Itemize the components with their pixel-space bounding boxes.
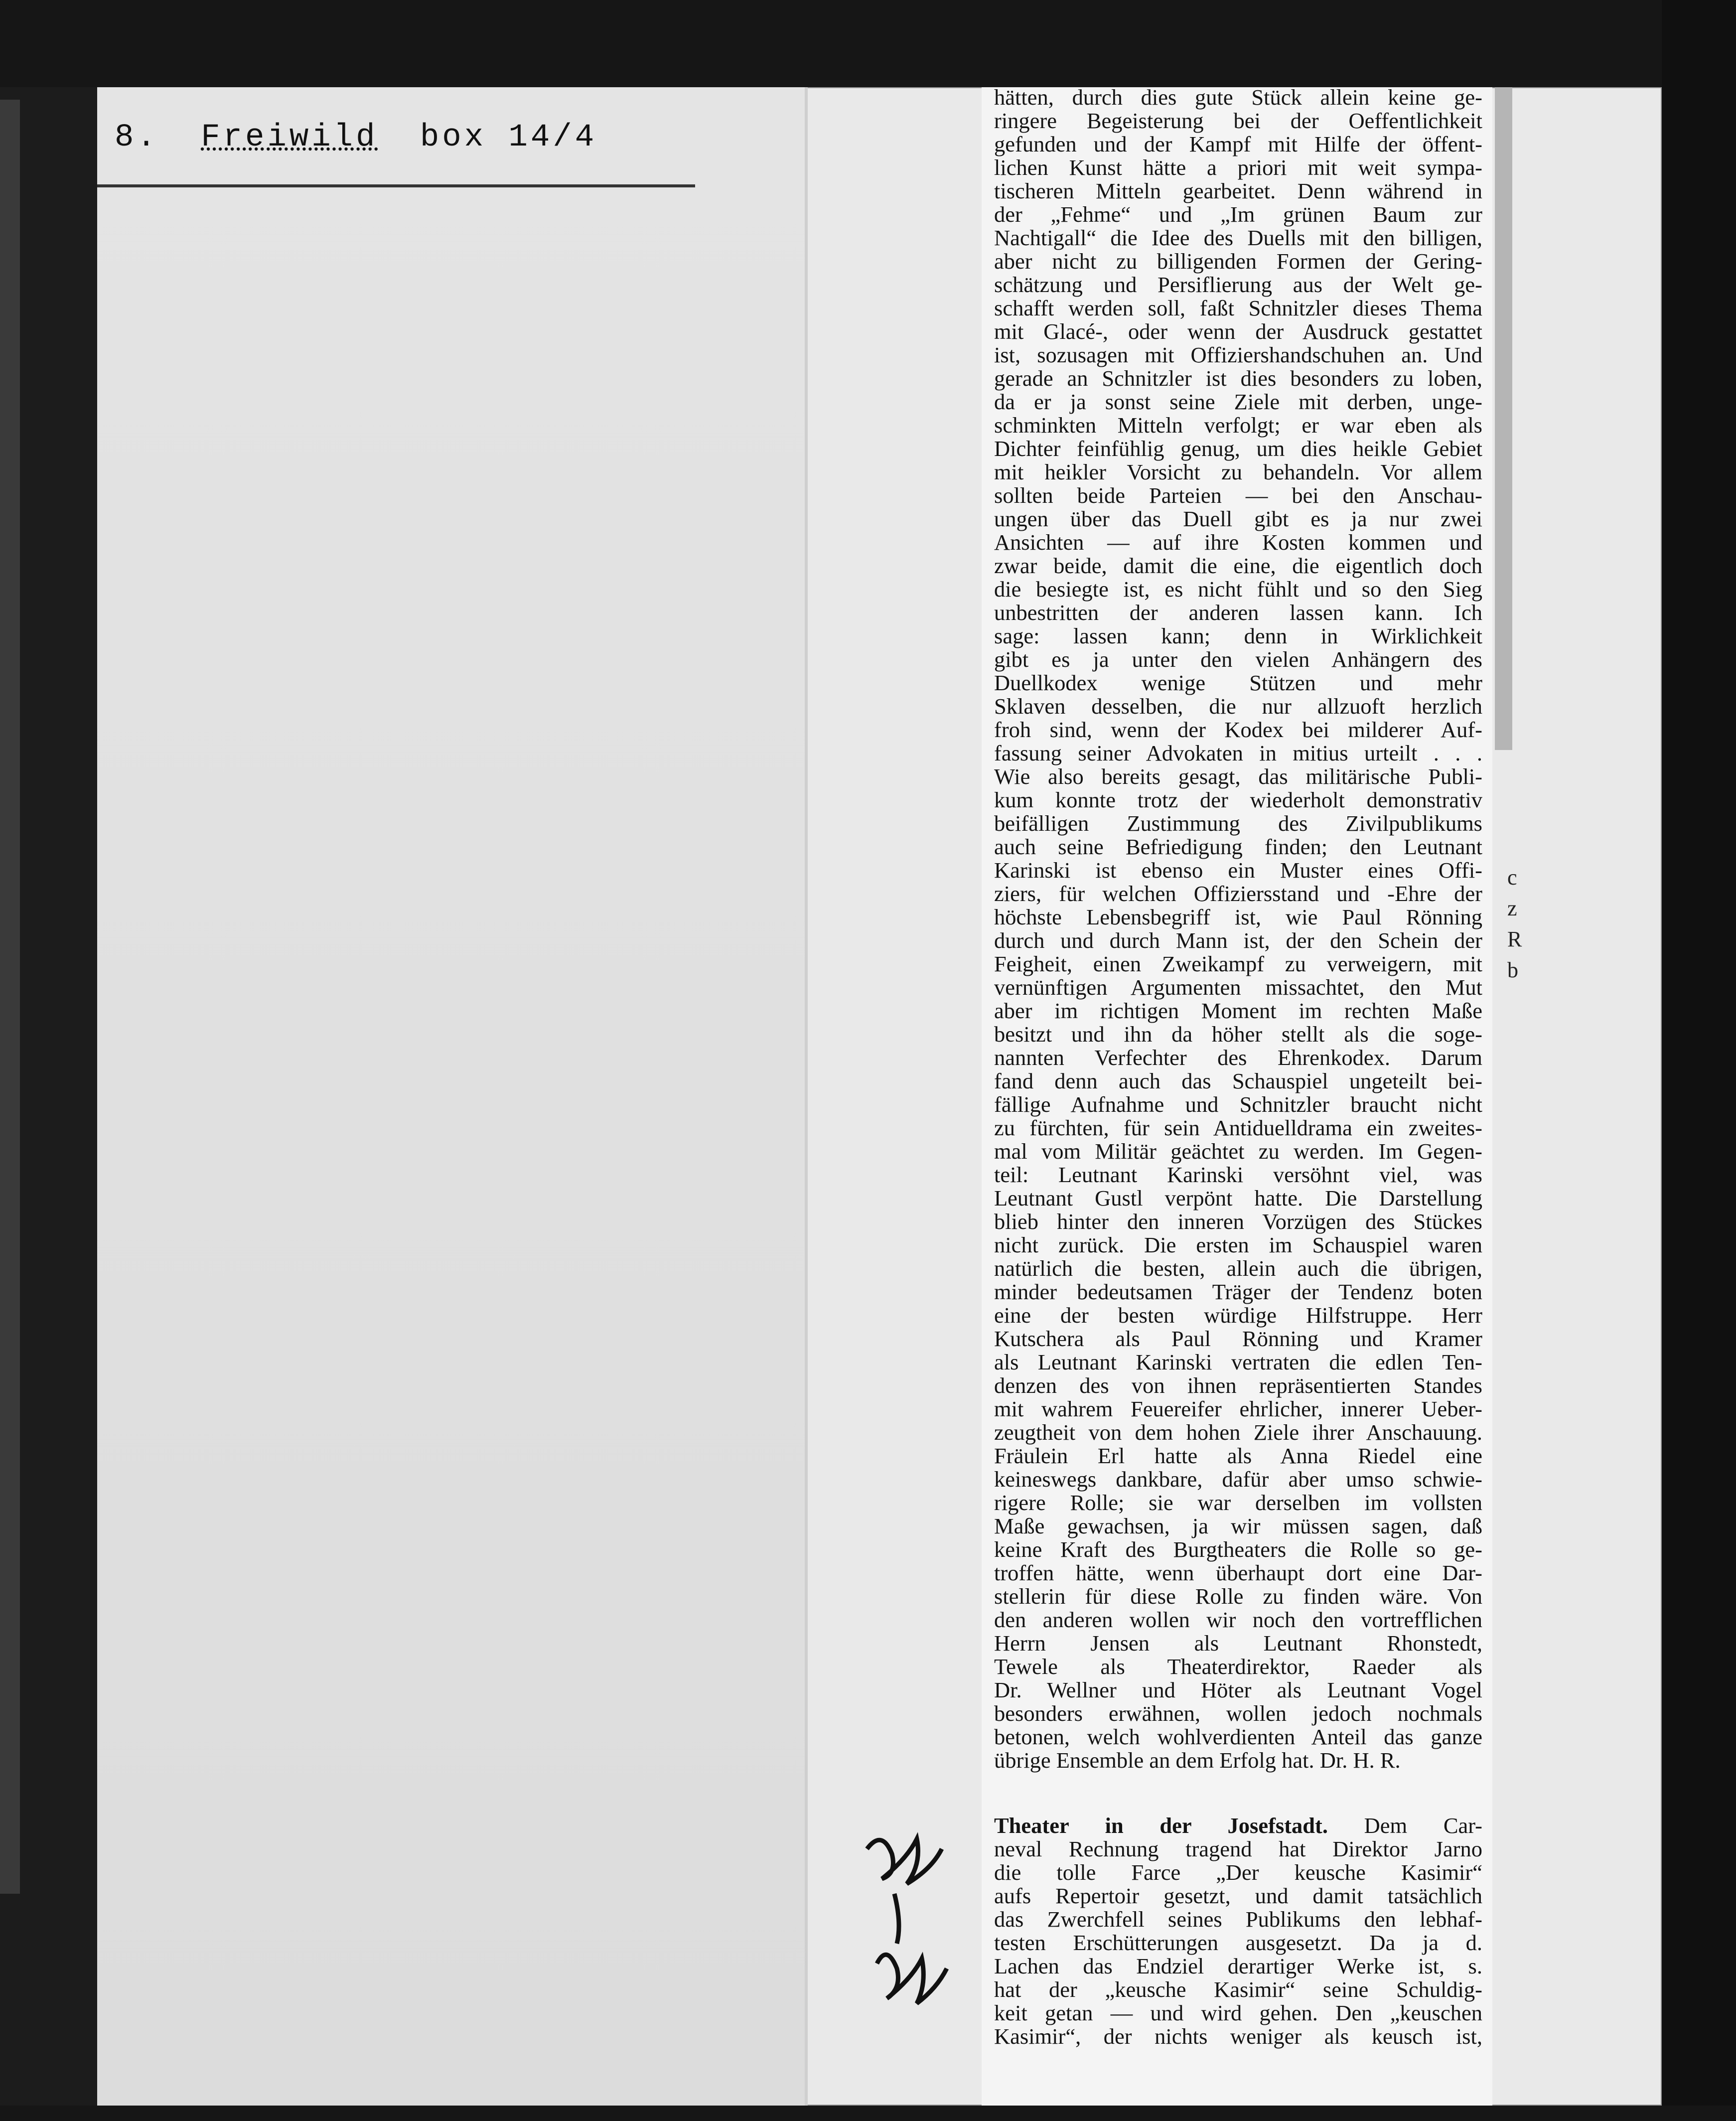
- article-line: Duellkodex wenige Stützen und mehr: [994, 670, 1482, 695]
- folder-cover: [97, 87, 805, 2106]
- article-line: übrige Ensemble an dem Erfolg hat. Dr. H. R.: [994, 1748, 1401, 1773]
- article-line: gibt es ja unter den vielen Anhängern des: [994, 647, 1482, 672]
- article-line: die besiegte ist, es nicht fühlt und so den Sieg: [994, 577, 1482, 602]
- box-number: box 14/4: [420, 120, 597, 155]
- article-line: unbestritten der anderen lassen kann. Ich: [994, 600, 1482, 625]
- article-line: zu fürchten, für sein Antiduelldrama ein zweites-: [994, 1115, 1482, 1140]
- fragment-letter: c: [1507, 865, 1517, 890]
- article-line: ringere Begeisterung bei der Oeffentlichkeit: [994, 108, 1482, 133]
- article-line: höchste Lebensbegriff ist, wie Paul Rönning: [994, 905, 1482, 929]
- article-line: Karinski ist ebenso ein Muster eines Offi-: [994, 858, 1482, 883]
- article-line: aber im richtigen Moment im rechten Maße: [994, 998, 1482, 1023]
- article-line: Ansichten — auf ihre Kosten kommen und: [994, 530, 1482, 555]
- article-line: mit wahrem Feuereifer ehrlicher, innerer Ueber-: [994, 1396, 1482, 1421]
- play-title: Freiwild: [201, 120, 378, 155]
- article-line: Lachen das Endziel derartiger Werke ist, s.: [994, 1954, 1482, 1978]
- article-line: Wie also bereits gesagt, das militärische Publi-: [994, 764, 1482, 789]
- article-line: Maße gewachsen, ja wir müssen sagen, daß: [994, 1514, 1482, 1538]
- article-line: zeugtheit von dem hohen Ziele ihrer Anschauung.: [994, 1420, 1482, 1445]
- article-line: Sklaven desselben, die nur allzuoft herzlich: [994, 694, 1482, 719]
- article-line: minder bedeutsamen Träger der Tendenz boten: [994, 1279, 1482, 1304]
- article-line: zwar beide, damit die eine, die eigentlich doch: [994, 553, 1482, 578]
- second-article: [994, 1813, 1483, 2049]
- article-heading: Theater in der Josefstadt.: [994, 1813, 1328, 1838]
- scan-border-right: [1662, 0, 1736, 2121]
- article-line: ungen über das Duell gibt es ja nur zwei: [994, 506, 1482, 531]
- article-line: Fräulein Erl hatte als Anna Riedel eine: [994, 1443, 1482, 1468]
- article-line: sollten beide Parteien — bei den Anschau-: [994, 483, 1482, 508]
- article-line: aber nicht zu billigenden Formen der Gering-: [994, 249, 1482, 274]
- article-line: fassung seiner Advokaten in mitius urteilt . . .: [994, 741, 1482, 765]
- article-line: hätten, durch dies gute Stück allein keine ge-: [994, 85, 1482, 110]
- article-line: durch und durch Mann ist, der den Schein der: [994, 928, 1482, 953]
- article-heading-rest: Dem Car-: [1364, 1813, 1483, 1838]
- article-line: neval Rechnung tragend hat Direktor Jarno: [994, 1836, 1482, 1861]
- article-line: Tewele als Theaterdirektor, Raeder als: [994, 1654, 1482, 1679]
- article-line: aufs Repertoir gesetzt, und damit tatsächlich: [994, 1883, 1482, 1908]
- article-line: Dichter feinfühlig genug, um dies heikle Gebiet: [994, 436, 1482, 461]
- article-line: rigere Rolle; sie war derselben im vollsten: [994, 1490, 1482, 1515]
- article-line: nannten Verfechter des Ehrenkodex. Darum: [994, 1045, 1482, 1070]
- article-line: mit heikler Vorsicht zu behandeln. Vor allem: [994, 459, 1482, 484]
- article-line: kum konnte trotz der wiederholt demonstrativ: [994, 787, 1482, 812]
- article-line: vernünftigen Argumenten missachtet, den Mut: [994, 975, 1482, 1000]
- article-line: lichen Kunst hätte a priori mit weit sympa-: [994, 155, 1482, 180]
- article-line: Leutnant Gustl verpönt hatte. Die Darstellung: [994, 1186, 1482, 1211]
- article-line: ziers, für welchen Offiziersstand und -Ehre der: [994, 881, 1482, 906]
- article-line: beifälligen Zustimmung des Zivilpublikums: [994, 811, 1482, 836]
- article-line: natürlich die besten, allein auch die übrigen,: [994, 1256, 1482, 1281]
- fragment-letter: R: [1507, 927, 1522, 951]
- article-line: teil: Leutnant Karinski versöhnt viel, was: [994, 1162, 1482, 1187]
- article-line: nicht zurück. Die ersten im Schauspiel waren: [994, 1232, 1482, 1257]
- fragment-letter: z: [1507, 896, 1517, 920]
- article-line: schätzung und Persiflierung aus der Welt ge-: [994, 272, 1482, 297]
- article-line: mit Glacé-, oder wenn der Ausdruck gestattet: [994, 319, 1482, 344]
- article-line: blieb hinter den inneren Vorzügen des Stückes: [994, 1209, 1482, 1234]
- folder-label: [115, 120, 617, 179]
- article-line: ist, sozusagen mit Offiziershandschuhen an. Und: [994, 342, 1482, 367]
- article-line: hat der „keusche Kasimir“ seine Schuldig-: [994, 1977, 1482, 2002]
- folder-fold: [805, 87, 808, 2106]
- label-divider: [97, 184, 695, 187]
- article-line: besitzt und ihn da höher stellt als die soge-: [994, 1022, 1482, 1047]
- handwritten-annotation: [847, 1819, 957, 2028]
- article-line: als Leutnant Karinski vertraten die edlen Ten-: [994, 1350, 1482, 1374]
- article-line: Nachtigall“ die Idee des Duells mit den billigen,: [994, 225, 1482, 250]
- article-line: gefunden und der Kampf mit Hilfe der öffent-: [994, 132, 1482, 156]
- article-line: Kutschera als Paul Rönning und Kramer: [994, 1326, 1482, 1351]
- article-line: der „Fehme“ und „Im grünen Baum zur: [994, 202, 1482, 227]
- article-line: mal vom Militär geächtet zu werden. Im Gegen-: [994, 1139, 1482, 1164]
- scan-border-bottom: [0, 2106, 1736, 2121]
- fragment-letter: b: [1507, 958, 1518, 982]
- article-line: Kasimir“, der nichts weniger als keusch ist,: [994, 2024, 1482, 2049]
- article-line: schafft werden soll, faßt Schnitzler dieses Thema: [994, 296, 1482, 320]
- article-line: Herrn Jensen als Leutnant Rhonstedt,: [994, 1631, 1482, 1656]
- article-line: tischeren Mitteln gearbeitet. Denn während in: [994, 178, 1482, 203]
- paste-strip: [1495, 87, 1512, 750]
- article-line: da er ja sonst seine Ziele mit derben, unge-: [994, 389, 1482, 414]
- article-line: troffen hätte, wenn überhaupt dort eine Dar-: [994, 1560, 1482, 1585]
- article-heading-line: [994, 1814, 1482, 1837]
- article-line: denzen des von ihnen repräsentierten Standes: [994, 1373, 1482, 1398]
- article-line: die tolle Farce „Der keusche Kasimir“: [994, 1860, 1482, 1885]
- article-line: auch seine Befriedigung finden; den Leutnant: [994, 834, 1482, 859]
- scan-border-top: [0, 0, 1736, 87]
- article-line: gerade an Schnitzler ist dies besonders zu loben,: [994, 366, 1482, 391]
- article-line: sage: lassen kann; denn in Wirklichkeit: [994, 623, 1482, 648]
- adjacent-sheet-edge: [0, 100, 20, 1894]
- article-line: eine der besten würdige Hilfstruppe. Herr: [994, 1303, 1482, 1328]
- article-line: schminkten Mitteln verfolgt; er war eben als: [994, 413, 1482, 438]
- article-line: Feigheit, einen Zweikampf zu verweigern, mit: [994, 951, 1482, 976]
- article-line: froh sind, wenn der Kodex bei milderer Auf-: [994, 717, 1482, 742]
- article-line: den anderen wollen wir noch den vortrefflichen: [994, 1607, 1482, 1632]
- article-line: fand denn auch das Schauspiel ungeteilt bei-: [994, 1068, 1482, 1093]
- article-line: keit getan — und wird gehen. Den „keuschen: [994, 2000, 1482, 2025]
- article-line: betonen, welch wohlverdienten Anteil das ganze: [994, 1724, 1482, 1749]
- article-line: stellerin für diese Rolle zu finden wäre. Von: [994, 1584, 1482, 1609]
- folder-number: 8.: [115, 120, 159, 155]
- article-line: Dr. Wellner und Höter als Leutnant Vogel: [994, 1677, 1482, 1702]
- article-line: besonders erwähnen, wollen jedoch nochmals: [994, 1701, 1482, 1726]
- article-line: testen Erschütterungen ausgesetzt. Da ja d.: [994, 1930, 1482, 1955]
- article-line: keineswegs dankbare, dafür aber umso schwie-: [994, 1467, 1482, 1492]
- article-line: keine Kraft des Burgtheaters die Rolle so ge-: [994, 1537, 1482, 1562]
- adjacent-clipping-fragment: [1507, 862, 1537, 982]
- article-line: das Zwerchfell seines Publikums den lebhaf-: [994, 1907, 1482, 1932]
- article-line: fällige Aufnahme und Schnitzler braucht nicht: [994, 1092, 1482, 1117]
- article-body: [994, 86, 1482, 1800]
